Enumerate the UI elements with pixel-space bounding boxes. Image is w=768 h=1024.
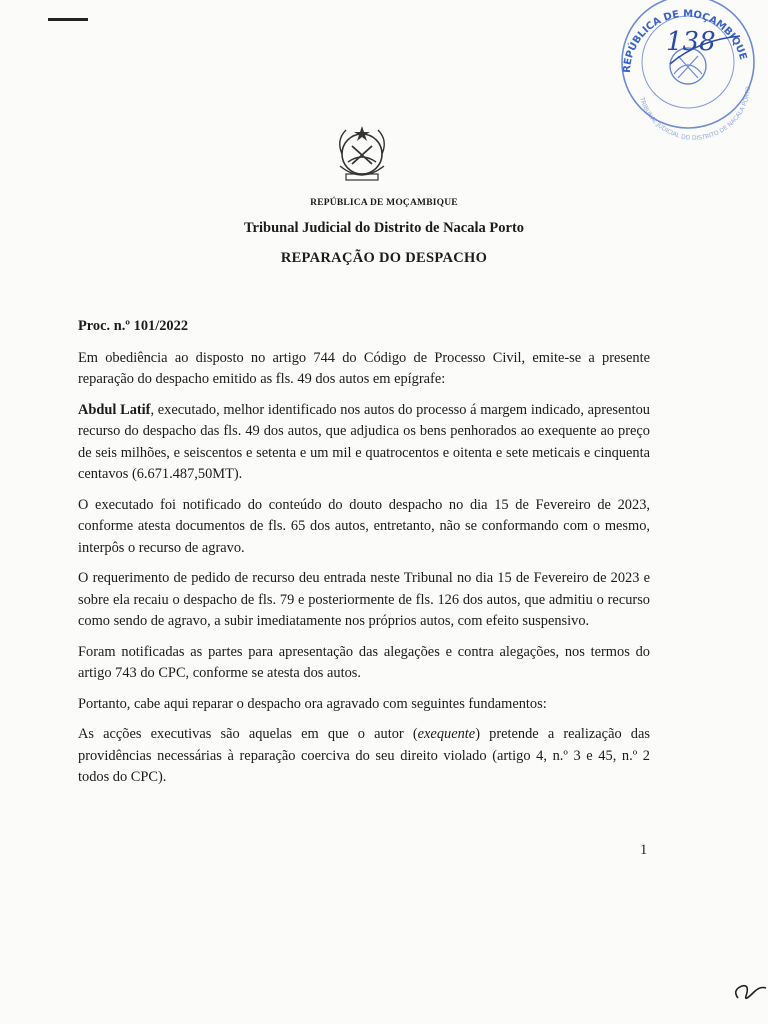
- paragraph-7: [78, 724, 650, 789]
- paragraph-5: Foram notificadas as partes para apresentação das alegações e contra alegações, nos termos do artigo 743 do CPC, conforme se atesta dos autos.: [78, 643, 650, 681]
- corner-mark: [48, 18, 88, 21]
- paragraph-6: Portanto, cabe aqui reparar o despacho ora agravado com seguintes fundamentos:: [78, 695, 547, 712]
- paragraph-2-text: , executado, melhor identificado nos autos do processo á margem indicado, apresentou recurso do despacho das fls. 49 dos autos, que adjudica os bens penhorados ao exequente ao preço de seis milhões, e seiscentos e setenta e um mil e quatrocentos e oitenta e sete meticais e cinquenta centavos (6.671.487,50MT).: [78, 401, 651, 482]
- stamp-handwritten-number: 138: [666, 27, 716, 57]
- republic-heading: REPÚBLICA DE MOÇAMBIQUE: [310, 198, 458, 208]
- document-title: REPARAÇÃO DO DESPACHO: [280, 250, 488, 266]
- paragraph-7-end: ) pretende a realização das providências necessárias à reparação coerciva do seu direito violado (artigo 4, n.º 3 e 45, n.º 2 todos do CPC).: [78, 726, 650, 785]
- party-name: Abdul Latif: [78, 401, 151, 418]
- document-body: [78, 316, 650, 798]
- page-number: 1: [640, 842, 648, 858]
- national-emblem-icon: [326, 122, 398, 186]
- process-number: Proc. n.º 101/2022: [78, 318, 189, 334]
- paragraph-2: [78, 400, 650, 486]
- signature-mark: [730, 970, 768, 1010]
- paragraph-7-emphasis: exequente: [417, 726, 476, 742]
- paragraph-7-start: As acções executivas são aquelas em que o autor (: [78, 726, 418, 742]
- court-stamp: [600, 0, 768, 148]
- stamp-side-text: TRIBUNAL JUDICIAL DO DISTRITO DE NACALA PORTO: [638, 86, 753, 142]
- paragraph-3: O executado foi notificado do conteúdo do douto despacho no dia 15 de Fevereiro de 2023, conforme atesta documentos de fls. 65 dos autos, entretanto, não se conformando com o mesmo, interpôs o recurso de agravo.: [78, 496, 650, 556]
- court-name: Tribunal Judicial do Distrito de Nacala Porto: [243, 220, 525, 236]
- stamp-top-text: REPÚBLICA DE MOÇAMBIQUE: [621, 8, 749, 74]
- paragraph-4: O requerimento de pedido de recurso deu entrada neste Tribunal no dia 15 de Fevereiro de 2023 e sobre ela recaiu o despacho de fls. 79 e posteriormente de fls. 126 dos autos, que admitiu o recurso como sendo de agravo, a subir imediatamente nos próprios autos, com efeito suspensivo.: [78, 570, 650, 629]
- paragraph-1: Em obediência ao disposto no artigo 744 do Código de Processo Civil, emite-se a presente reparação do despacho emitido as fls. 49 dos autos em epígrafe:: [78, 349, 650, 387]
